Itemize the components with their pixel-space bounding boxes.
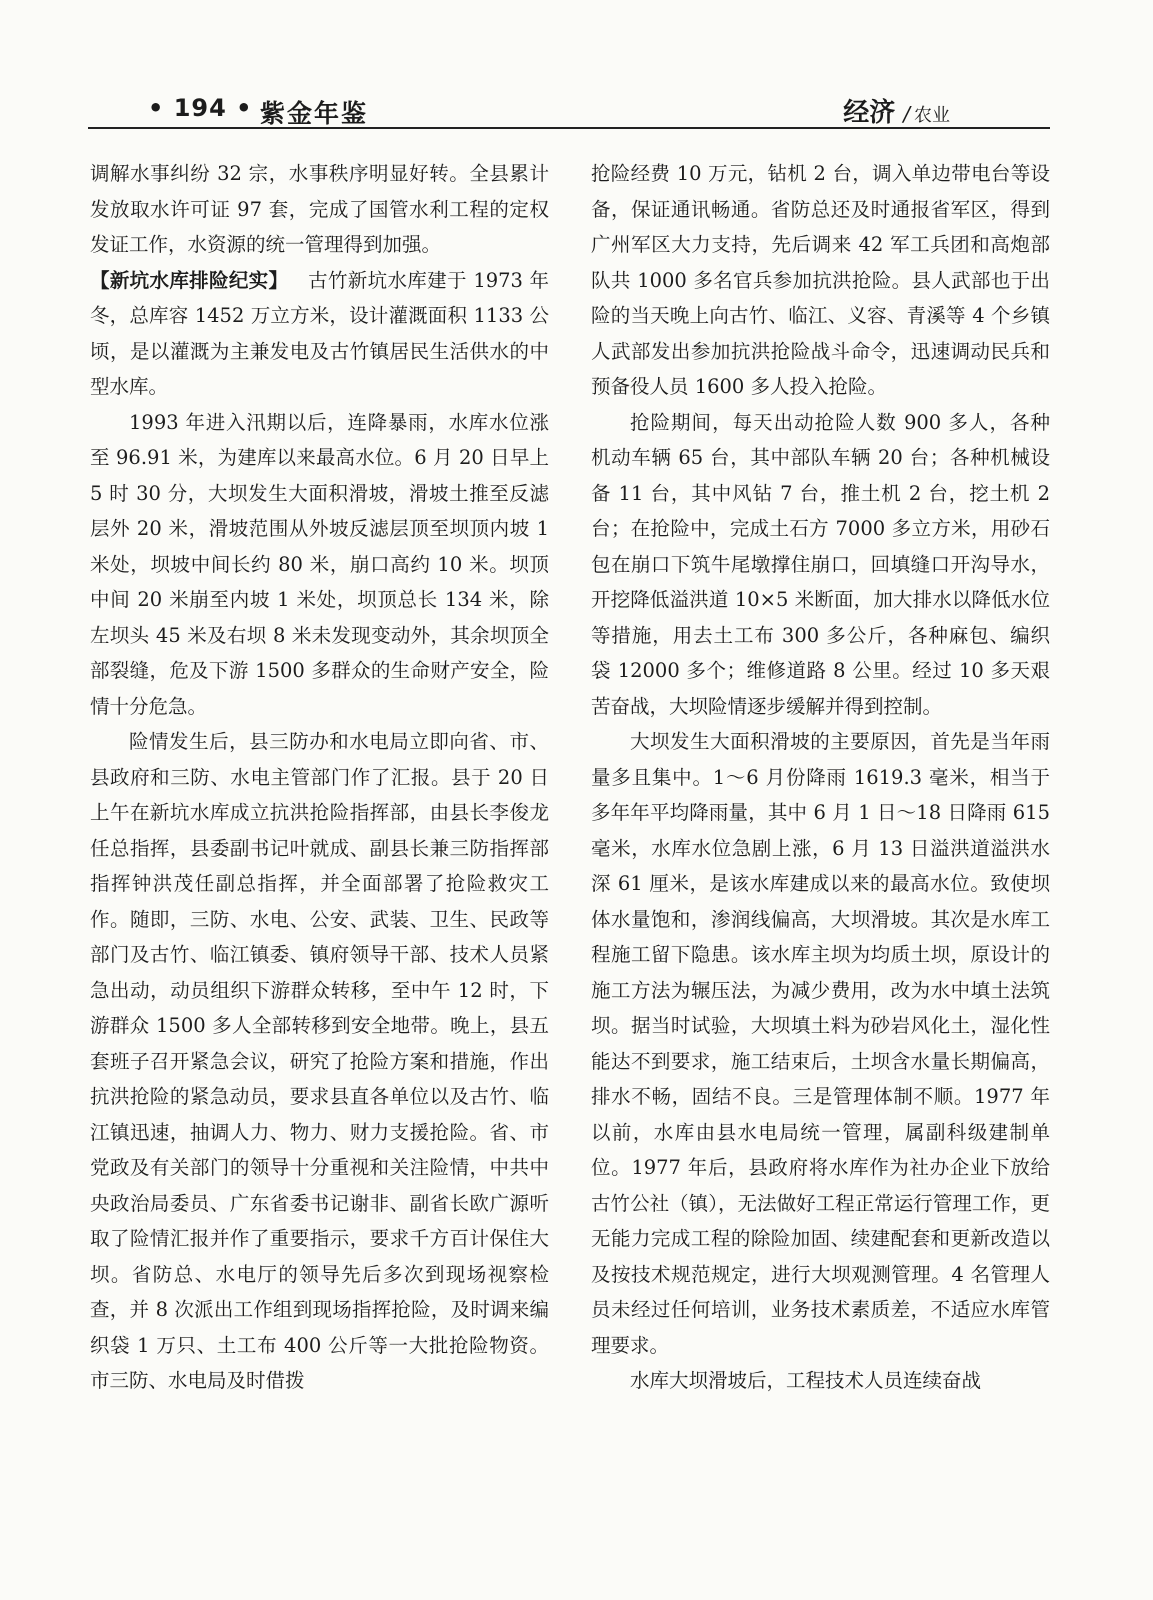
section-heading — [843, 92, 950, 129]
paragraph: 调解水事纠纷 32 宗，水事秩序明显好转。全县累计发放取水许可证 97 套，完成了国管水利工程的定权发证工作，水资源的统一管理得到加强。 — [90, 162, 549, 256]
page-number: • 194 • — [148, 94, 253, 122]
entry-title: 【新坑水库排险纪实】 — [90, 268, 289, 292]
paragraph: 水库大坝滑坡后，工程技术人员连续奋战 — [630, 1369, 982, 1392]
subsection-label: 农业 — [914, 105, 950, 126]
left-column — [90, 156, 549, 1399]
entry-text: 古竹新坑水库建于 1973 年冬，总库容 1452 万立方米，设计灌溉面积 1133 公顷，是以灌溉为主兼发电及古竹镇居民生活供水的中型水库。 — [90, 268, 549, 398]
right-column — [591, 156, 1050, 1399]
paragraph: 抢险经费 10 万元，钻机 2 台，调入单边带电台等设备，保证通讯畅通。省防总还及时通报省军区，得到广州军区大力支持，先后调来 42 军工兵团和高炮部队共 1000 多名官兵参加抗洪抢险。县人武部也于出险的当天晚上向古竹、临江、义容、青溪等 4 个乡镇人武部发出参加抗洪抢险战斗命令，迅速调动民兵和预备役人员 1600 多人投入抢险。 — [591, 162, 1050, 398]
running-header — [88, 94, 1050, 130]
entry-paragraph — [90, 263, 549, 405]
header-rule — [88, 127, 1050, 129]
section-label: 经济 — [843, 98, 896, 128]
section-separator: / — [903, 102, 910, 126]
book-title: 紫金年鉴 — [260, 99, 369, 128]
paragraph: 险情发生后，县三防办和水电局立即向省、市、县政府和三防、水电主管部门作了汇报。县于 20 日上午在新坑水库成立抗洪抢险指挥部，由县长李俊龙任总指挥，县委副书记叶就成、副县长兼三防指挥部指挥钟洪茂任副总指挥，并全面部署了抢险救灾工作。随即，三防、水电、公安、武装、卫生、民政等部门及古竹、临江镇委、镇府领导干部、技术人员紧急出动，动员组织下游群众转移，至中午 12 时，下游群众 1500 多人全部转移到安全地带。晚上，县五套班子召开紧急会议，研究了抢险方案和措施，作出抗洪抢险的紧急动员，要求县直各单位以及古竹、临江镇迅速，抽调人力、物力、财力支援抢险。省、市党政及有关部门的领导十分重视和关注险情，中共中央政治局委员、广东省委书记谢非、副省长欧广源听取了险情汇报并作了重要指示，要求千方百计保住大坝。省防总、水电厅的领导先后多次到现场视察检查，并 8 次派出工作组到现场指挥抢险，及时调来编织袋 1 万只、土工布 400 公斤等一大批抢险物资。市三防、水电局及时借拨 — [90, 730, 549, 1392]
paragraph: 抢险期间，每天出动抢险人数 900 多人，各种机动车辆 65 台，其中部队车辆 20 台；各种机械设备 11 台，其中风钻 7 台，推土机 2 台，挖土机 2 台；在抢险中，完成土石方 7000 多立方米，用砂石包在崩口下筑牛尾墩撑住崩口，回填缝口开沟导水，开挖降低溢洪道 10×5 米断面，加大排水以降低水位等措施，用去土工布 300 多公斤，各种麻包、编织袋 12000 多个；维修道路 8 公里。经过 10 多天艰苦奋战，大坝险情逐步缓解并得到控制。 — [591, 410, 1050, 718]
paragraph: 大坝发生大面积滑坡的主要原因，首先是当年雨量多且集中。1～6 月份降雨 1619.3 毫米，相当于多年年平均降雨量，其中 6 月 1 日～18 日降雨 615 毫米，水库水位急剧上涨，6 月 13 日溢洪道溢洪水深 61 厘米，是该水库建成以来的最高水位。致使坝体水量饱和，渗润线偏高，大坝滑坡。其次是水库工程施工留下隐患。该水库主坝为均质土坝，原设计的施工方法为辗压法，为减少费用，改为水中填土法筑坝。据当时试验，大坝填土料为砂岩风化土，湿化性能达不到要求，施工结束后，土坝含水量长期偏高，排水不畅，固结不良。三是管理体制不顺。1977 年以前，水库由县水电局统一管理，属副科级建制单位。1977 年后，县政府将水库作为社办企业下放给古竹公社（镇），无法做好工程正常运行管理工作，更无能力完成工程的除险加固、续建配套和更新改造以及按技术规范规定，进行大坝观测管理。4 名管理人员未经过任何培训，业务技术素质差，不适应水库管理要求。 — [591, 730, 1050, 1357]
paragraph: 1993 年进入汛期以后，连降暴雨，水库水位涨至 96.91 米，为建库以来最高水位。6 月 20 日早上 5 时 30 分，大坝发生大面积滑坡，滑坡土推至反滤层外 20 米，滑坡范围从外坡反滤层顶至坝顶内坡 1 米处，坝坡中间长约 80 米，崩口高约 10 米。坝顶中间 20 米崩至内坡 1 米处，坝顶总长 134 米，除左坝头 45 米及右坝 8 米未发现变动外，其余坝顶全部裂缝，危及下游 1500 多群众的生命财产安全，险情十分危急。 — [90, 410, 549, 718]
